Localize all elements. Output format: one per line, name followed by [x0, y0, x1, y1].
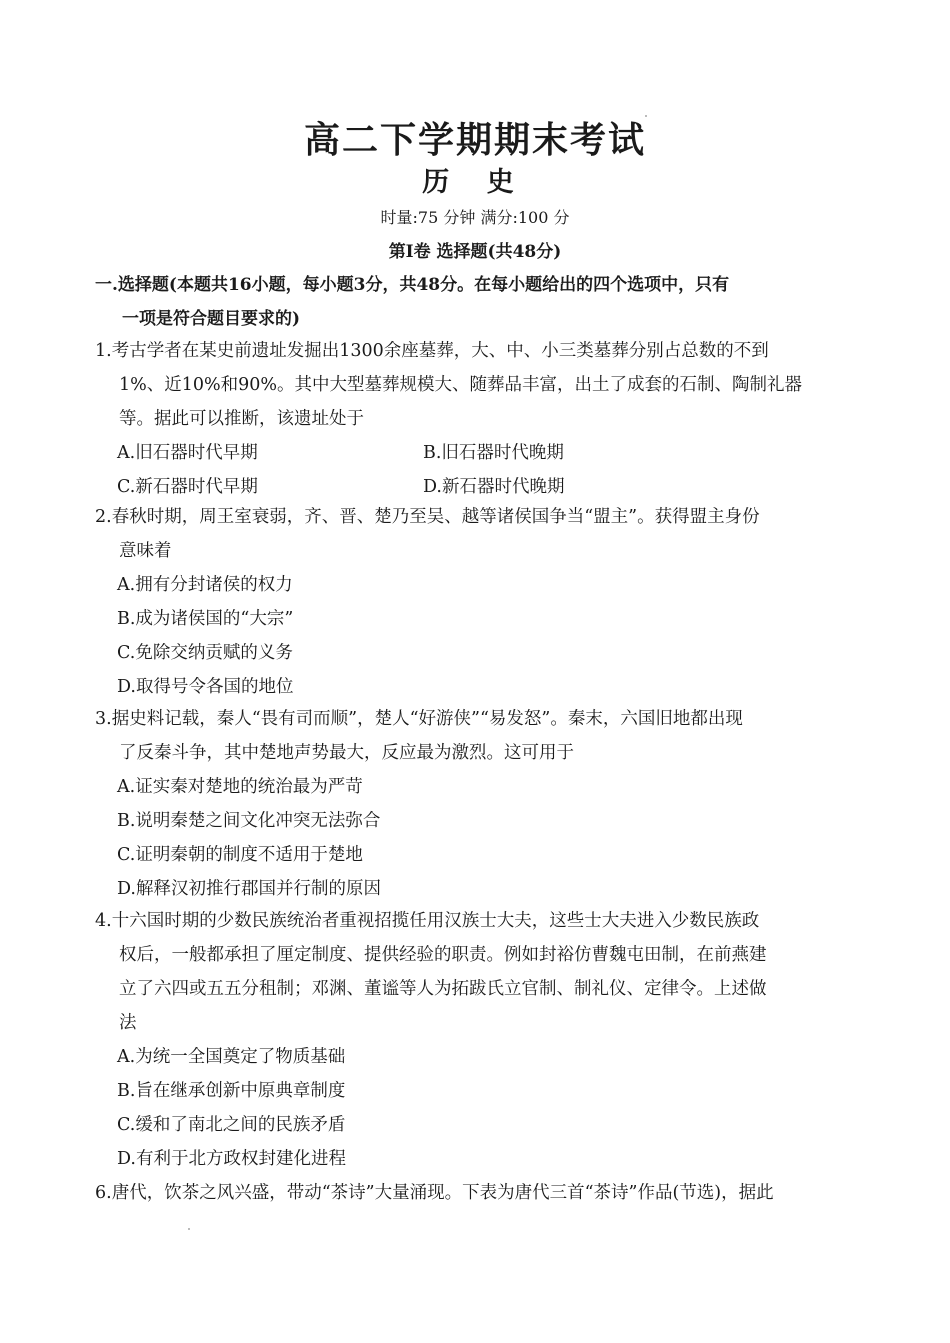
option-d[interactable]: D.取得号令各国的地位 — [117, 677, 294, 697]
scan-speck — [645, 115, 647, 117]
question-stem-line: 6.唐代，饮茶之风兴盛，带动“茶诗”大量涌现。下表为唐代三首“茶诗”作品(节选)，据此 — [95, 1183, 774, 1203]
option-b[interactable]: B.旨在继承创新中原典章制度 — [117, 1081, 346, 1101]
scan-speck — [188, 1228, 190, 1230]
section-instructions-line2: 一项是符合题目要求的) — [122, 309, 301, 329]
question-stem-line: 2.春秋时期，周王室衰弱，齐、晋、楚乃至吴、越等诸侯国争当“盟主”。获得盟主身份 — [95, 507, 760, 527]
option-row — [95, 436, 875, 470]
option-a[interactable]: A.旧石器时代早期 — [117, 443, 258, 463]
option-a[interactable]: A.为统一全国奠定了物质基础 — [117, 1047, 346, 1067]
option-b[interactable]: B.成为诸侯国的“大宗” — [117, 609, 294, 629]
subject-title: 历 史 — [422, 167, 528, 198]
volume-heading: 第Ⅰ卷 选择题(共48分) — [388, 242, 562, 262]
option-c[interactable]: C.缓和了南北之间的民族矛盾 — [117, 1115, 346, 1135]
section-instructions — [95, 268, 875, 336]
option-b[interactable]: B.旧石器时代晚期 — [423, 443, 564, 463]
question-1 — [95, 334, 875, 504]
section-instructions-line1: 一.选择题(本题共16小题，每小题3分，共48分。在每小题给出的四个选项中，只有 — [95, 275, 730, 295]
option-row — [95, 470, 875, 504]
question-stem-line: 1%、近10%和90%。其中大型墓葬规模大、随葬品丰富，出土了成套的石制、陶制礼器 — [119, 375, 803, 395]
question-stem-line: 等。据此可以推断，该遗址处于 — [119, 409, 364, 429]
question-6 — [95, 1176, 885, 1210]
question-stem-line: 立了六四或五五分租制；邓渊、董谧等人为拓跋氏立官制、制礼仪、定律令。上述做 — [119, 979, 767, 999]
option-d[interactable]: D.解释汉初推行郡国并行制的原因 — [117, 879, 381, 899]
option-b[interactable]: B.说明秦楚之间文化冲突无法弥合 — [117, 811, 381, 831]
question-stem-line: 权后，一般都承担了厘定制度、提供经验的职责。例如封裕仿曹魏屯田制，在前燕建 — [119, 945, 767, 965]
option-d[interactable]: D.有利于北方政权封建化进程 — [117, 1149, 346, 1169]
question-stem-line: 意味着 — [119, 541, 172, 561]
option-c[interactable]: C.免除交纳贡赋的义务 — [117, 643, 293, 663]
question-stem-line: 4.十六国时期的少数民族统治者重视招揽任用汉族士大夫，这些士大夫进入少数民族政 — [95, 911, 760, 931]
option-d[interactable]: D.新石器时代晚期 — [423, 477, 565, 497]
option-c[interactable]: C.证明秦朝的制度不适用于楚地 — [117, 845, 363, 865]
question-stem-line: 了反秦斗争，其中楚地声势最大，反应最为激烈。这可用于 — [119, 743, 574, 763]
option-a[interactable]: A.拥有分封诸侯的权力 — [117, 575, 293, 595]
question-2 — [95, 500, 875, 704]
exam-title: 高二下学期期末考试 — [303, 119, 646, 161]
time-score-info: 时量:75 分钟 满分:100 分 — [380, 208, 570, 227]
question-4 — [95, 904, 875, 1176]
option-c[interactable]: C.新石器时代早期 — [117, 477, 258, 497]
question-stem-line: 法 — [119, 1013, 137, 1033]
question-stem-line: 1.考古学者在某史前遗址发掘出1300余座墓葬，大、中、小三类墓葬分别占总数的不到 — [95, 341, 769, 361]
question-3 — [95, 702, 875, 906]
option-a[interactable]: A.证实秦对楚地的统治最为严苛 — [117, 777, 363, 797]
question-stem-line: 3.据史料记载，秦人“畏有司而顺”，楚人“好游侠”“易发怒”。秦末，六国旧地都出现 — [95, 709, 743, 729]
